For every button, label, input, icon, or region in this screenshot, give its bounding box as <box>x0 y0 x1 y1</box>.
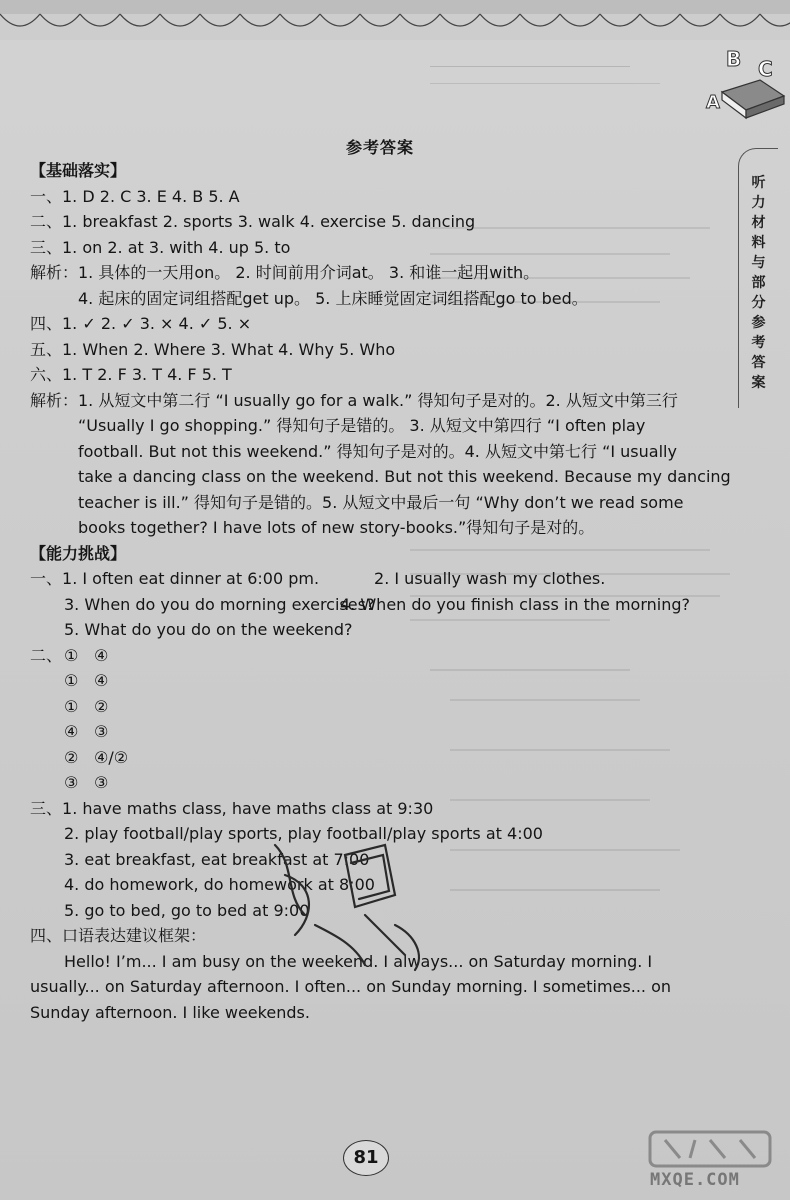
side-tab-char: 料 <box>751 235 766 251</box>
section-heading-challenge: 【能力挑战】 <box>30 543 127 563</box>
side-tab-char: 材 <box>751 215 766 231</box>
answer-line: 五、1. When 2. Where 3. What 4. Why 5. Who <box>30 339 396 359</box>
side-tab-char: 考 <box>751 335 766 351</box>
answer-line: 2. play football/play sports, play football/play sports at 4:00 <box>64 824 543 843</box>
analysis-line: “Usually I go shopping.” 得知句子是错的。 3. 从短文中第四行 “I often play <box>78 416 646 435</box>
answer-line: 3. eat breakfast, eat breakfast at 7:00 <box>64 849 370 869</box>
answer-line <box>30 745 730 771</box>
answer-item: ③ <box>94 722 109 741</box>
answer-item: 2. I usually wash my clothes. <box>374 569 606 588</box>
side-tab-listening-materials <box>738 148 778 408</box>
answer-item: ③ <box>64 773 79 792</box>
faint-header-text <box>430 60 680 100</box>
answer-line: 二、1. breakfast 2. sports 3. walk 4. exercise 5. dancing <box>30 212 476 231</box>
answer-item: ④/② <box>94 747 129 767</box>
answer-item: 1. I often eat dinner at 6:00 pm. <box>62 569 320 588</box>
answer-item: ③ <box>94 773 109 792</box>
answer-item: ④ <box>64 722 79 741</box>
oral-paragraph-line: usually... on Saturday afternoon. I often... on Sunday morning. I sometimes... on <box>30 977 672 996</box>
answer-line <box>30 643 730 669</box>
page-title: 参考答案 <box>345 138 414 157</box>
answer-item: ① <box>64 671 79 690</box>
answer-item: ① <box>64 696 79 716</box>
answer-item: ② <box>64 747 79 767</box>
answer-item: 3. When do you do morning exercises? <box>64 594 375 614</box>
part-label: 一、 <box>30 569 63 588</box>
handwritten-stamp-mark <box>255 815 455 975</box>
oral-paragraph-line: Hello! I’m... I am busy on the weekend. I always... on Saturday morning. I <box>64 951 653 971</box>
answer-line: 三、1. on 2. at 3. with 4. up 5. to <box>30 237 291 257</box>
answer-line: 5. go to bed, go to bed at 9:00 <box>64 900 310 920</box>
answer-line <box>30 668 730 694</box>
answer-line <box>30 770 730 796</box>
book-stack-icon <box>722 80 784 118</box>
answer-line: 5. What do you do on the weekend? <box>64 620 353 639</box>
logo-letter-c: C <box>758 57 773 81</box>
analysis-line: 解析：1. 从短文中第二行 “I usually go for a walk.” 得知句子是对的。2. 从短文中第三行 <box>30 390 678 410</box>
abc-book-logo <box>700 40 790 120</box>
oral-paragraph-line: Sunday afternoon. I like weekends. <box>30 1002 310 1022</box>
side-tab-char: 分 <box>751 295 766 311</box>
answer-item: ① <box>64 645 79 665</box>
part-label: 四、口语表达建议框架： <box>30 926 207 945</box>
logo-letter-a: A <box>706 92 720 113</box>
analysis-line: take a dancing class on the weekend. But not this weekend. Because my dancing <box>78 467 731 486</box>
section-heading-basic: 【基础落实】 <box>30 161 127 180</box>
page-number: 81 <box>343 1140 389 1176</box>
answer-item: ② <box>94 696 109 716</box>
analysis-line: teacher is ill.” 得知句子是错的。5. 从短文中最后一句 “Why don’t we read some <box>78 492 684 512</box>
analysis-line: 解析：1. 具体的一天用on。 2. 时间前用介词at。 3. 和谁一起用with。 <box>30 263 540 282</box>
answer-item: 4. When do you finish class in the morning? <box>340 594 690 614</box>
answer-line <box>30 592 730 618</box>
side-tab-char: 案 <box>751 375 766 391</box>
side-tab-char: 与 <box>751 255 766 271</box>
side-tab-char: 听 <box>751 175 766 191</box>
answer-line: 四、1. ✓ 2. ✓ 3. × 4. ✓ 5. × <box>30 314 252 333</box>
analysis-line: books together? I have lots of new story-books.”得知句子是对的。 <box>78 518 595 537</box>
side-tab-char: 答 <box>751 355 766 371</box>
scalloped-border <box>0 0 790 40</box>
logo-letter-b: B <box>726 47 742 71</box>
analysis-line: football. But not this weekend.” 得知句子是对的。4. 从短文中第七行 “I usually <box>78 441 677 461</box>
answer-item: ④ <box>94 645 109 665</box>
answer-line <box>30 719 730 745</box>
answer-line: 一、1. D 2. C 3. E 4. B 5. A <box>30 186 240 206</box>
answer-line <box>30 566 730 592</box>
side-tab-char: 力 <box>751 195 766 211</box>
side-tab-char: 部 <box>751 275 766 291</box>
answer-item: ④ <box>94 671 109 690</box>
answer-item: 1. have maths class, have maths class at 9:30 <box>62 798 434 818</box>
answer-line: 4. do homework, do homework at 8:00 <box>64 875 375 894</box>
part-label: 二、 <box>30 645 63 665</box>
side-tab-char: 参 <box>751 315 766 331</box>
part-label: 三、 <box>30 798 63 818</box>
answer-line: 六、1. T 2. F 3. T 4. F 5. T <box>30 365 232 384</box>
answer-line <box>30 694 730 720</box>
analysis-line: 4. 起床的固定词组搭配get up。 5. 上床睡觉固定词组搭配go to bed。 <box>78 288 588 308</box>
brand-watermark-text: MXQE.COM <box>650 1170 740 1190</box>
